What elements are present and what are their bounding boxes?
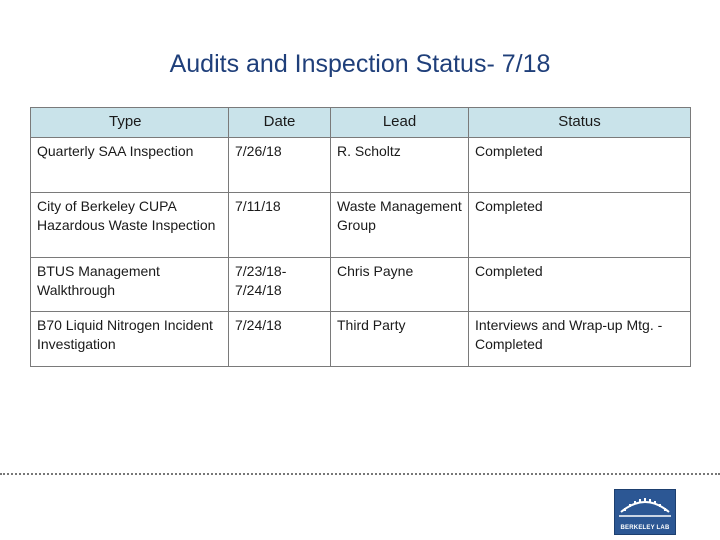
- cell-date: 7/24/18: [229, 312, 331, 367]
- cell-date: 7/11/18: [229, 193, 331, 258]
- header-date: Date: [229, 108, 331, 138]
- footer-divider: [0, 473, 720, 475]
- cell-lead: R. Scholtz: [331, 138, 469, 193]
- table-row: [31, 138, 691, 193]
- cell-type: Quarterly SAA Inspection: [31, 138, 229, 193]
- header-type: Type: [31, 108, 229, 138]
- cell-date: 7/23/18-7/24/18: [229, 258, 331, 312]
- table-row: [31, 193, 691, 258]
- cell-status: Completed: [469, 258, 691, 312]
- cell-date: 7/26/18: [229, 138, 331, 193]
- cell-status: Completed: [469, 193, 691, 258]
- cell-type: City of Berkeley CUPA Hazardous Waste Inspection: [31, 193, 229, 258]
- cell-status: Interviews and Wrap-up Mtg. - Completed: [469, 312, 691, 367]
- audit-status-table: [30, 107, 691, 367]
- cell-type: B70 Liquid Nitrogen Incident Investigation: [31, 312, 229, 367]
- header-status: Status: [469, 108, 691, 138]
- table-row: [31, 258, 691, 312]
- header-lead: Lead: [331, 108, 469, 138]
- logo-text: BERKELEY LAB: [620, 525, 670, 531]
- table-row: [31, 312, 691, 367]
- cell-type: BTUS Management Walkthrough: [31, 258, 229, 312]
- cell-lead: Waste Management Group: [331, 193, 469, 258]
- cell-status: Completed: [469, 138, 691, 193]
- cell-lead: Third Party: [331, 312, 469, 367]
- table-header-row: [31, 108, 691, 138]
- cell-lead: Chris Payne: [331, 258, 469, 312]
- slide-title: Audits and Inspection Status- 7/18: [169, 50, 551, 78]
- berkeley-lab-logo: [614, 489, 676, 535]
